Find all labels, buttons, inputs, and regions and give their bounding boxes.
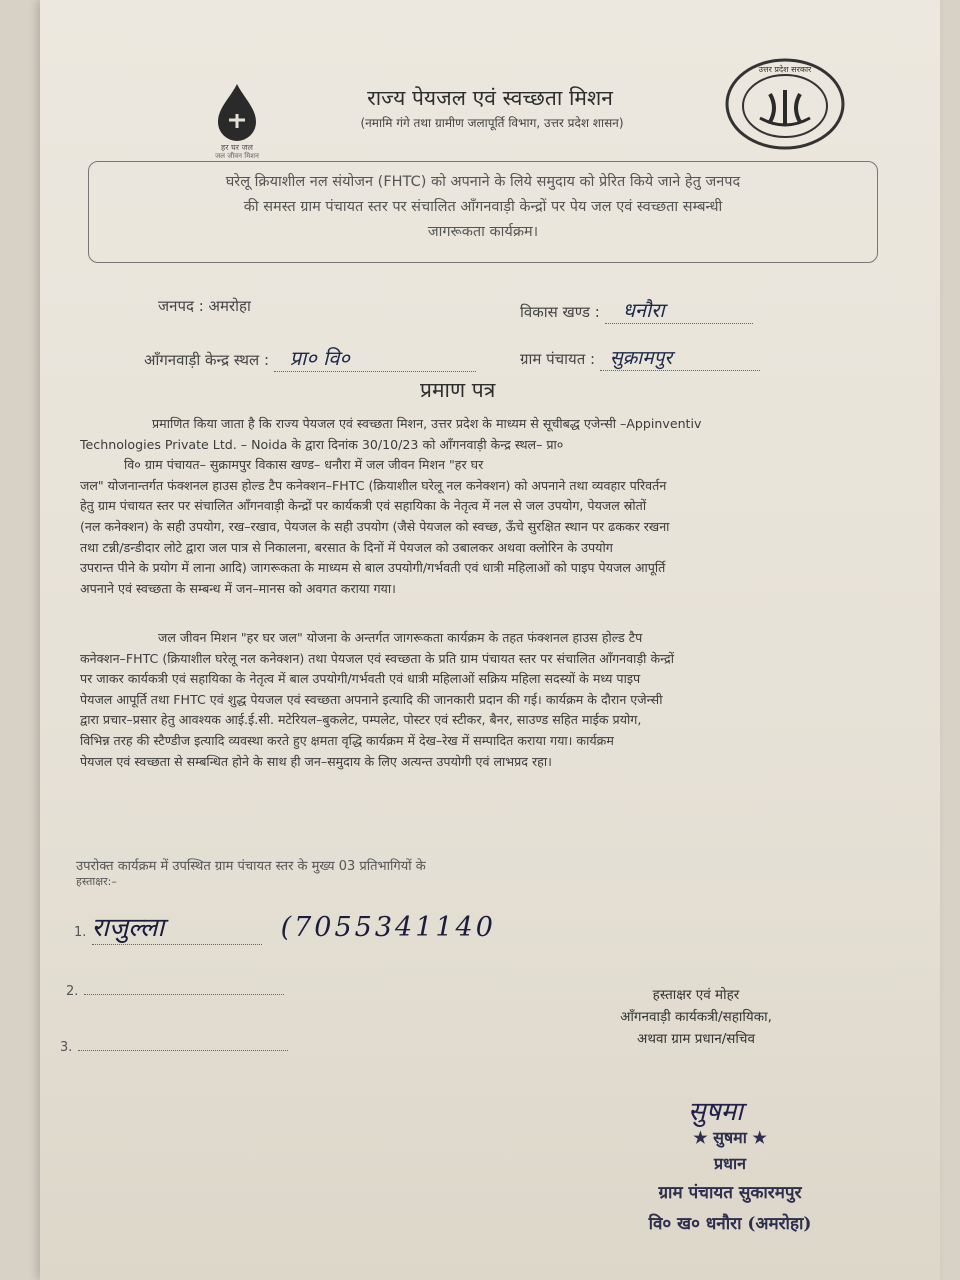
banner-line-2: की समस्त ग्राम पंचायत स्तर पर संचालित आँगनवाड़ी केन्द्रों पर पेय जल एवं स्वच्छता सम्बन्धी [243,199,723,215]
logo-left-text-2: जल जीवन मिशन [215,152,259,160]
program-banner [88,161,878,263]
vikas-khand-field [520,296,753,324]
para2-line: द्वारा प्रचार–प्रसार हेतु आवश्यक आई.ई.सी. मटेरियल–बुकलेट, पम्पलेट, पोस्टर एवं स्टीकर, बैनर, साउण्ड सहित माईक प्रयोग, [80,712,642,728]
certificate-paragraph-1 [80,414,890,599]
janpad-field [158,296,251,316]
para1-line: वि० ग्राम पंचायत– सुक्रामपुर विकास खण्ड– धनौरा में जल जीवन मिशन "हर घर [124,457,484,473]
para1-line: (नल कनेक्शन) के सही उपयोग, रख–रखाव, पेयजल के सही उपयोग (जैसे पेयजल को स्वच्छ, ऊँचे सुरक्षित स्थान पर ढककर रखना [80,518,670,534]
certificate-paragraph-2 [80,628,890,772]
signatory-line-2: आँगनवाड़ी कार्यकत्री/सहायिका, [620,1009,772,1025]
para2-line: पेयजल एवं स्वच्छता से सम्बन्धित होने के साथ ही जन–समुदाय के लिए अत्यन्त उपयोगी एवं लाभप्रद रहा। [80,753,552,769]
para1-line: उपरान्त पीने के प्रयोग में लाना आदि) जागरूकता के माध्यम से बाल उपयोगी/गर्भवती एवं धात्री महिलाओं को पाइप पेयजल आपूर्ति [80,560,666,576]
participant-3-signature-line [78,1038,288,1051]
anganwadi-value: प्रा० वि० [274,344,476,372]
participants-intro [76,856,426,889]
org-subtitle: (नमामि गंगे तथा ग्रामीण जलापूर्ति विभाग, उत्तर प्रदेश शासन) [360,116,624,130]
participants-intro-line-2: हस्ताक्षर:– [76,875,117,888]
certificate-title: प्रमाण पत्र [420,378,496,402]
vikas-khand-label: विकास खण्ड : [520,303,600,321]
participant-1-signature: राजुल्ला [92,908,262,945]
gram-panchayat-label: ग्राम पंचायत : [520,350,596,368]
para1-line: अपनाने एवं स्वच्छता के सम्बन्ध में जन–मानस को अवगत कराया गया। [80,580,396,596]
para2-line: पर जाकर कार्यकत्री एवं सहायिका के नेतृत्व में बाल उपयोगी/गर्भवती एवं धात्री महिलाओं सक्रिय महिला सदस्यों के मध्य पाइप [80,671,641,687]
participants-intro-line-1: उपरोक्त कार्यक्रम में उपस्थित ग्राम पंचायत स्तर के मुख्य 03 प्रतिभागियों के [76,859,426,874]
anganwadi-label: आँगनवाड़ी केन्द्र स्थल : [144,351,270,369]
para1-line: जल" योजनान्तर्गत फंक्शनल हाउस होल्ड टैप कनेक्शन–FHTC (क्रियाशील घरेलू नल कनेक्शन) को अपनाने तथा व्यवहार परिवर्तन [80,477,667,493]
participant-3-number: 3. [60,1040,73,1055]
para2-line: कनेक्शन–FHTC (क्रियाशील घरेलू नल कनेक्शन) तथा पेयजल एवं स्वच्छता के प्रति ग्राम पंचायत स्तर पर संचालित आँगनवाड़ी केन्द्रों [80,650,674,666]
gram-panchayat-field [520,344,760,371]
emblem-text: उत्तर प्रदेश सरकार [758,65,812,74]
up-govt-emblem [720,56,850,152]
vikas-khand-value: धनौरा [605,296,753,324]
logo-left-text-1: हर घर जल [221,143,253,152]
stamp-designation: प्रधान [714,1154,746,1173]
para2-line: विभिन्न तरह की स्टैण्डीज इत्यादि व्यवस्था करते हुए क्षमता वृद्धि कार्यक्रम में देख–रेख में सम्पादित कराया गया। कार्यक्रम [80,732,614,748]
signatory-block [576,984,816,1050]
para1-line: हेतु ग्राम पंचायत स्तर पर संचालित आँगनवाड़ी केन्द्रों पर कार्यकत्री एवं सहायिका के नेतृत्व में नल से जल उपयोग, पेयजल स्रोतों [80,498,647,514]
participant-2 [66,980,284,999]
signatory-line-1: हस्ताक्षर एवं मोहर [652,987,740,1003]
pradhan-stamp [610,1126,850,1234]
stamp-name: ★ सुषमा ★ [693,1128,767,1147]
stamp-block: वि० ख० धनौरा (अमरोहा) [648,1214,812,1234]
gram-panchayat-value: सुक्रामपुर [600,344,760,371]
janpad-value: अमरोहा [208,297,251,315]
har-ghar-jal-logo [182,80,292,170]
stamp-panchayat: ग्राम पंचायत सुकारमपुर [658,1183,802,1203]
janpad-label: जनपद : [158,297,204,315]
document-page [40,0,940,1280]
participant-1 [74,908,496,945]
participant-1-phone: (7055341140 [280,912,496,943]
participant-1-number: 1. [74,925,87,940]
participant-2-signature-line [84,982,284,995]
banner-line-3: जागरूकता कार्यक्रम। [427,224,539,240]
participant-2-number: 2. [66,984,79,999]
banner-line-1: घरेलू क्रियाशील नल संयोजन (FHTC) को अपनाने के लिये समुदाय को प्रेरित किये जाने हेतु जनपद [225,174,741,190]
para1-line: Technologies Private Ltd. – Noida के द्वारा दिनांक 30/10/23 को आँगनवाड़ी केन्द्र स्थल– प्रा० [80,436,564,452]
anganwadi-field [144,344,476,372]
para2-line: जल जीवन मिशन "हर घर जल" योजना के अन्तर्गत जागरूकता कार्यक्रम के तहत फंक्शनल हाउस होल्ड टैप [158,630,643,645]
para1-line: प्रमाणित किया जाता है कि राज्य पेयजल एवं स्वच्छता मिशन, उत्तर प्रदेश के माध्यम से सूचीबद्ध एजेन्सी –Appinventiv [152,416,702,431]
para2-line: पेयजल आपूर्ति तथा FHTC एवं शुद्ध पेयजल एवं स्वच्छता अपनाने इत्यादि की जानकारी प्रदान की गई। कार्यक्रम के दौरान एजेन्सी [80,691,663,707]
signatory-line-3: अथवा ग्राम प्रधान/सचिव [637,1031,755,1047]
org-title: राज्य पेयजल एवं स्वच्छता मिशन [367,86,613,110]
pradhan-signature: सुषमा [688,1097,743,1127]
participant-3 [60,1036,288,1055]
para1-line: तथा टन्नी/डन्डीदार लोटे द्वारा जल पात्र से निकालना, बरसात के दिनों में पेयजल को उबालकर अथवा क्लोरिन के उपयोग [80,539,613,555]
